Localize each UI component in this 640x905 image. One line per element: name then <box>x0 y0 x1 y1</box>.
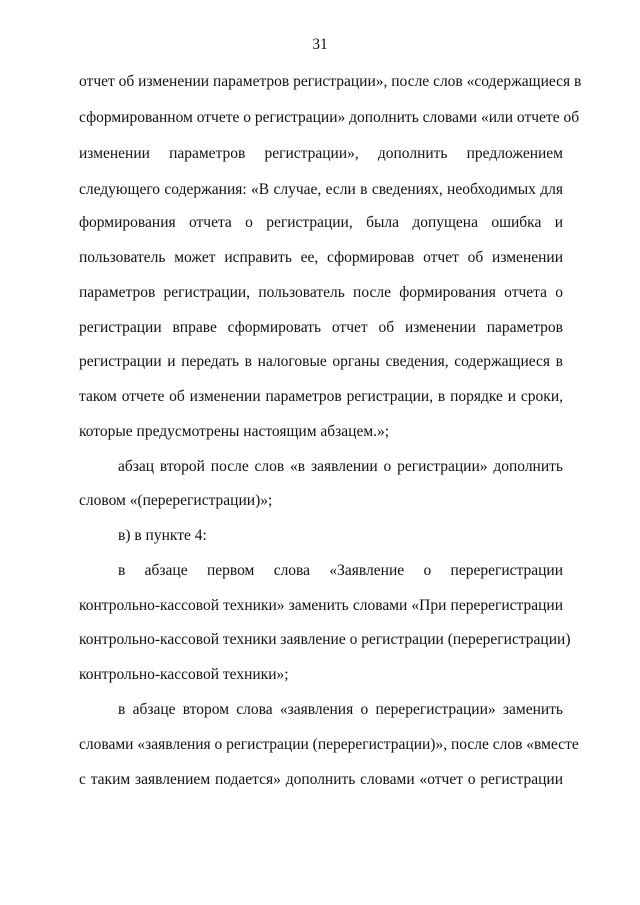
text-line: таком отчете об изменении параметров регистрации, в порядке и сроки, <box>79 388 563 405</box>
paragraph-first-line: в абзаце первом слова «Заявление о перерегистрации <box>118 562 563 579</box>
text-line: следующего содержания: «В случае, если в сведениях, необходимых для <box>79 181 563 198</box>
text-line: контрольно-кассовой техники заявление о регистрации (перерегистрации) <box>79 631 571 648</box>
text-line: словом «(перерегистрации)»; <box>79 492 273 509</box>
paragraph-first-line: абзац второй после слов «в заявлении о регистрации» дополнить <box>118 458 563 475</box>
text-line: отчет об изменении параметров регистрации», после слов «содержащиеся в <box>79 73 582 90</box>
text-line: контрольно-кассовой техники»; <box>79 666 289 683</box>
text-line: с таким заявлением подается» дополнить словами «отчет о регистрации <box>79 771 563 788</box>
subitem-heading: в) в пункте 4: <box>118 527 207 544</box>
text-line: регистрации вправе сформировать отчет об изменении параметров <box>79 319 563 336</box>
text-line: словами «заявления о регистрации (перерегистрации)», после слов «вместе <box>79 736 579 753</box>
paragraph-first-line: в абзаце втором слова «заявления о перерегистрации» заменить <box>118 701 563 718</box>
text-line: контрольно-кассовой техники» заменить словами «При перерегистрации <box>79 597 563 614</box>
text-line: сформированном отчете о регистрации» дополнить словами «или отчете об <box>79 109 580 126</box>
text-line: регистрации и передать в налоговые органы сведения, содержащиеся в <box>79 353 563 370</box>
text-line: пользователь может исправить ее, сформировав отчет об изменении <box>79 249 563 266</box>
text-line: изменении параметров регистрации», дополнить предложением <box>79 145 563 162</box>
text-line: параметров регистрации, пользователь после формирования отчета о <box>79 284 563 301</box>
text-line: которые предусмотрены настоящим абзацем.»; <box>79 423 390 440</box>
page-number: 31 <box>312 36 328 53</box>
text-line: формирования отчета о регистрации, была допущена ошибка и <box>79 214 563 231</box>
